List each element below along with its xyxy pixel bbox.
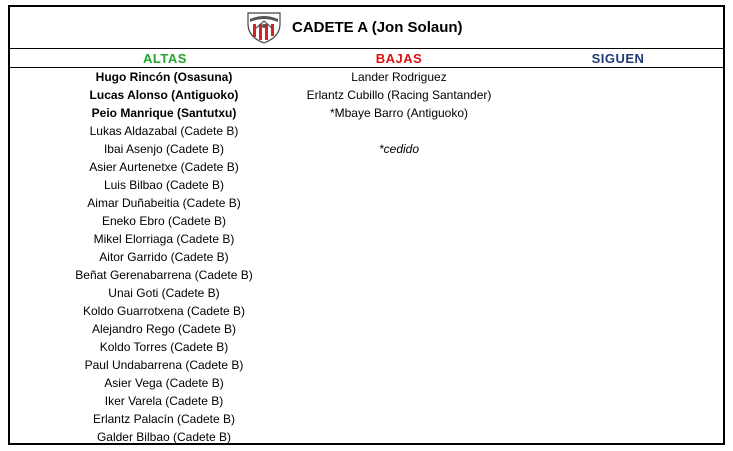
footnote: *cedido bbox=[378, 142, 420, 156]
list-item: Alejandro Rego (Cadete B) bbox=[91, 322, 237, 336]
left-border bbox=[8, 5, 10, 445]
list-item: *Mbaye Barro (Antiguoko) bbox=[329, 106, 469, 120]
bajas-header: BAJAS bbox=[375, 51, 423, 66]
right-border bbox=[723, 5, 725, 445]
list-item: Ibai Asenjo (Cadete B) bbox=[103, 142, 225, 156]
list-item: Aimar Duñabeitia (Cadete B) bbox=[87, 196, 241, 210]
athletic-club-crest-icon bbox=[246, 10, 282, 44]
list-item: Koldo Torres (Cadete B) bbox=[99, 340, 229, 354]
list-item: Hugo Rincón (Osasuna) bbox=[95, 70, 233, 84]
list-item: Asier Aurtenetxe (Cadete B) bbox=[89, 160, 239, 174]
list-item bbox=[280, 122, 518, 140]
list-item: Peio Manrique (Santutxu) bbox=[91, 106, 237, 120]
list-item: Asier Vega (Cadete B) bbox=[104, 376, 224, 390]
list-item: Paul Undabarrena (Cadete B) bbox=[84, 358, 244, 372]
list-item: Eneko Ebro (Cadete B) bbox=[101, 214, 227, 228]
list-item: Aitor Garrido (Cadete B) bbox=[99, 250, 229, 264]
bottom-border bbox=[8, 443, 725, 445]
list-item: Lucas Alonso (Antiguoko) bbox=[89, 88, 239, 102]
page-title: CADETE A (Jon Solaun) bbox=[292, 19, 463, 36]
list-item: Luis Bilbao (Cadete B) bbox=[103, 178, 225, 192]
spreadsheet bbox=[8, 5, 725, 445]
altas-column bbox=[48, 68, 280, 446]
bajas-column bbox=[280, 68, 518, 158]
divider bbox=[8, 48, 725, 49]
list-item: Koldo Guarrotxena (Cadete B) bbox=[82, 304, 246, 318]
list-item: Erlantz Palacín (Cadete B) bbox=[92, 412, 236, 426]
altas-header: ALTAS bbox=[143, 51, 187, 66]
list-item: Lukas Aldazabal (Cadete B) bbox=[89, 124, 239, 138]
list-item: Mikel Elorriaga (Cadete B) bbox=[93, 232, 235, 246]
title-row bbox=[8, 7, 725, 48]
list-item: Galder Bilbao (Cadete B) bbox=[96, 430, 232, 444]
header-row bbox=[8, 50, 725, 67]
list-item: Lander Rodriguez bbox=[351, 70, 447, 84]
siguen-header: SIGUEN bbox=[591, 51, 645, 66]
list-item: Beñat Gerenabarrena (Cadete B) bbox=[75, 268, 253, 282]
list-item: Erlantz Cubillo (Racing Santander) bbox=[306, 88, 492, 102]
list-item: Iker Varela (Cadete B) bbox=[104, 394, 224, 408]
list-item: Unai Goti (Cadete B) bbox=[108, 286, 220, 300]
